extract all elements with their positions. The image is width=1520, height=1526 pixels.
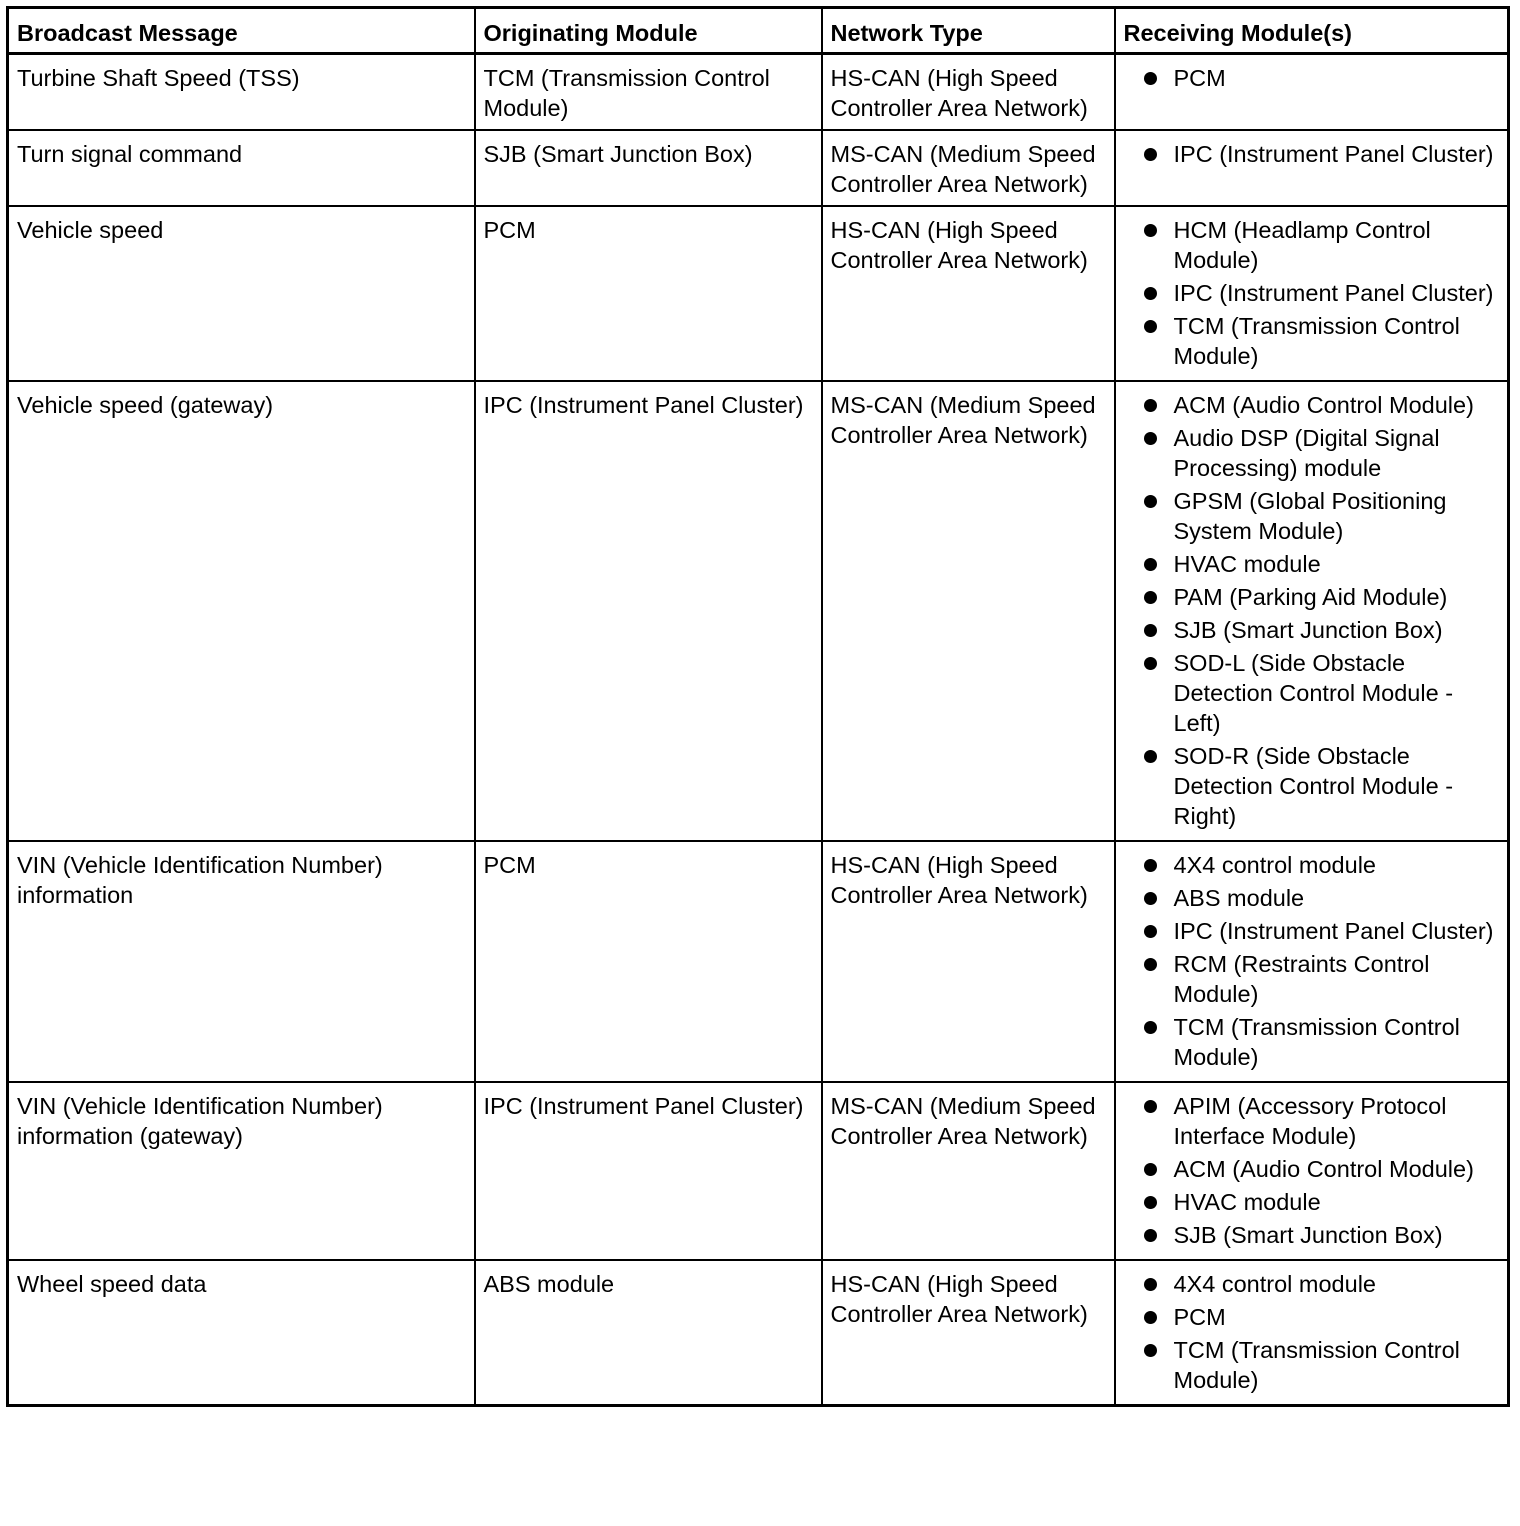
list-item: RCM (Restraints Control Module) bbox=[1124, 949, 1500, 1009]
list-item: PCM bbox=[1124, 63, 1500, 93]
list-item: HVAC module bbox=[1124, 549, 1500, 579]
list-item: SOD-L (Side Obstacle Detection Control Module - Left) bbox=[1124, 648, 1500, 738]
originating-module-cell: TCM (Transmission Control Module) bbox=[475, 54, 822, 131]
broadcast-message-cell: VIN (Vehicle Identification Number) information (gateway) bbox=[8, 1082, 475, 1260]
broadcast-message-cell: Vehicle speed (gateway) bbox=[8, 381, 475, 841]
originating-module-cell: IPC (Instrument Panel Cluster) bbox=[475, 381, 822, 841]
header-broadcast-message: Broadcast Message bbox=[8, 8, 475, 54]
list-item: HCM (Headlamp Control Module) bbox=[1124, 215, 1500, 275]
list-item: TCM (Transmission Control Module) bbox=[1124, 311, 1500, 371]
originating-module-cell: ABS module bbox=[475, 1260, 822, 1406]
list-item: IPC (Instrument Panel Cluster) bbox=[1124, 916, 1500, 946]
table-body bbox=[8, 54, 1509, 1406]
broadcast-message-cell: VIN (Vehicle Identification Number) information bbox=[8, 841, 475, 1082]
table-row bbox=[8, 130, 1509, 206]
originating-module-cell: PCM bbox=[475, 841, 822, 1082]
network-type-cell: HS-CAN (High Speed Controller Area Network) bbox=[822, 54, 1115, 131]
list-item: GPSM (Global Positioning System Module) bbox=[1124, 486, 1500, 546]
header-originating-module: Originating Module bbox=[475, 8, 822, 54]
originating-module-cell: IPC (Instrument Panel Cluster) bbox=[475, 1082, 822, 1260]
originating-module-cell: SJB (Smart Junction Box) bbox=[475, 130, 822, 206]
receiving-modules-cell bbox=[1115, 1260, 1509, 1406]
header-network-type: Network Type bbox=[822, 8, 1115, 54]
receiving-modules-list bbox=[1124, 850, 1500, 1072]
list-item: SJB (Smart Junction Box) bbox=[1124, 1220, 1500, 1250]
table-row bbox=[8, 1260, 1509, 1406]
list-item: APIM (Accessory Protocol Interface Module) bbox=[1124, 1091, 1500, 1151]
table-row bbox=[8, 54, 1509, 131]
list-item: TCM (Transmission Control Module) bbox=[1124, 1335, 1500, 1395]
receiving-modules-cell bbox=[1115, 130, 1509, 206]
list-item: SJB (Smart Junction Box) bbox=[1124, 615, 1500, 645]
table-row bbox=[8, 1082, 1509, 1260]
receiving-modules-cell bbox=[1115, 54, 1509, 131]
list-item: Audio DSP (Digital Signal Processing) module bbox=[1124, 423, 1500, 483]
receiving-modules-list bbox=[1124, 1091, 1500, 1250]
table-row bbox=[8, 381, 1509, 841]
receiving-modules-cell bbox=[1115, 1082, 1509, 1260]
network-type-cell: MS-CAN (Medium Speed Controller Area Network) bbox=[822, 381, 1115, 841]
network-type-cell: MS-CAN (Medium Speed Controller Area Network) bbox=[822, 130, 1115, 206]
receiving-modules-cell bbox=[1115, 206, 1509, 381]
list-item: PCM bbox=[1124, 1302, 1500, 1332]
receiving-modules-cell bbox=[1115, 841, 1509, 1082]
table-row bbox=[8, 206, 1509, 381]
receiving-modules-list bbox=[1124, 1269, 1500, 1395]
network-type-cell: HS-CAN (High Speed Controller Area Network) bbox=[822, 206, 1115, 381]
header-row bbox=[8, 8, 1509, 54]
list-item: SOD-R (Side Obstacle Detection Control Module - Right) bbox=[1124, 741, 1500, 831]
receiving-modules-list bbox=[1124, 215, 1500, 371]
list-item: IPC (Instrument Panel Cluster) bbox=[1124, 278, 1500, 308]
list-item: HVAC module bbox=[1124, 1187, 1500, 1217]
receiving-modules-list bbox=[1124, 390, 1500, 831]
broadcast-message-cell: Turn signal command bbox=[8, 130, 475, 206]
list-item: 4X4 control module bbox=[1124, 850, 1500, 880]
table-header bbox=[8, 8, 1509, 54]
list-item: PAM (Parking Aid Module) bbox=[1124, 582, 1500, 612]
broadcast-message-cell: Turbine Shaft Speed (TSS) bbox=[8, 54, 475, 131]
receiving-modules-list bbox=[1124, 139, 1500, 169]
broadcast-message-cell: Vehicle speed bbox=[8, 206, 475, 381]
list-item: ACM (Audio Control Module) bbox=[1124, 1154, 1500, 1184]
network-type-cell: HS-CAN (High Speed Controller Area Network) bbox=[822, 1260, 1115, 1406]
header-receiving-modules: Receiving Module(s) bbox=[1115, 8, 1509, 54]
table-row bbox=[8, 841, 1509, 1082]
broadcast-message-table bbox=[6, 6, 1510, 1407]
network-type-cell: HS-CAN (High Speed Controller Area Network) bbox=[822, 841, 1115, 1082]
list-item: ACM (Audio Control Module) bbox=[1124, 390, 1500, 420]
list-item: IPC (Instrument Panel Cluster) bbox=[1124, 139, 1500, 169]
list-item: TCM (Transmission Control Module) bbox=[1124, 1012, 1500, 1072]
originating-module-cell: PCM bbox=[475, 206, 822, 381]
receiving-modules-list bbox=[1124, 63, 1500, 93]
network-type-cell: MS-CAN (Medium Speed Controller Area Network) bbox=[822, 1082, 1115, 1260]
broadcast-message-cell: Wheel speed data bbox=[8, 1260, 475, 1406]
receiving-modules-cell bbox=[1115, 381, 1509, 841]
list-item: 4X4 control module bbox=[1124, 1269, 1500, 1299]
list-item: ABS module bbox=[1124, 883, 1500, 913]
